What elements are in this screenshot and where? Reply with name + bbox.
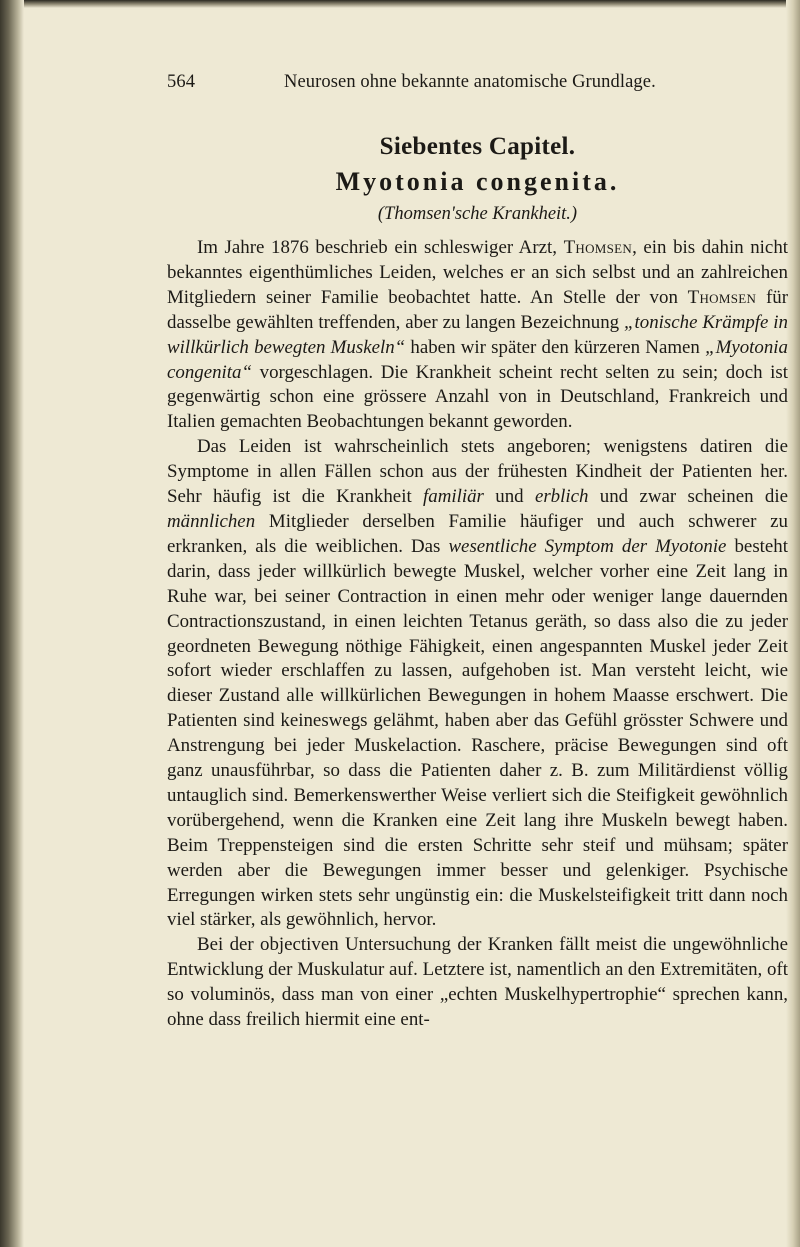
emphasis: erblich xyxy=(534,486,589,508)
author-name: Thomsen xyxy=(563,237,633,258)
disease-subtitle: (Thomsen'sche Krankheit.) xyxy=(377,204,578,224)
emphasis: familiär xyxy=(423,486,484,508)
text-run: Das Leiden ist wahrscheinlich stets angeboren; wenigstens datiren die Symptome in allen Fällen schon aus der frühesten Kindheit der Patienten her. Sehr häufig ist die Krankheit xyxy=(167,436,788,508)
scan-edge-left xyxy=(0,0,24,1247)
text-run: und zwar scheinen die xyxy=(588,486,788,508)
text-run: , ein bis dahin nicht bekanntes eigenthümliches Leiden, welches er an sich selbst und an zahlreichen Mitgliedern seiner Familie beobachtet hatte. An Stelle der von xyxy=(167,237,789,308)
page-number: 564 xyxy=(167,72,196,92)
author-name: Thomsen xyxy=(687,286,757,308)
scan-edge-right xyxy=(786,0,800,1247)
text-run: besteht darin, dass jeder willkürlich bewegte Muskel, welcher vorher eine Zeit lang in Ruhe war, bei seiner Contraction in einen mehr oder weniger lange dauernden Contractionszustand, in einen leichten Tetanus geräth, so dass also die zu jeder geordneten Bewegung nöthige Fähigkeit, einen angespannten Muskel jeder Zeit sofort wieder erschlaffen zu lassen, aufgehoben ist. Man versteht leicht, wie dieser Zustand alle willkürlichen Bewegungen in hohem Maasse erschwert. Die Patienten sind keineswegs gelähmt, haben aber das Gefühl grösster Schwere und Anstrengung bei jeder Muskelaction. Raschere, präcise Bewegungen sind oft ganz unausführbar, so dass die Patienten daher z. B. zum Militärdienst völlig untauglich sind. Bemerkenswerther Weise verliert sich die Steifigkeit gewöhnlich vorübergehend, wenn die Kranken eine Zeit lang ihre Muskeln bewegt haben. Beim Treppensteigen sind die ersten Schritte sehr steif und mühsam; später werden aber die Bewegungen immer besser und gelenkiger. Psychische Erregungen wirken stets sehr ungünstig ein: die Muskelsteifigkeit tritt dann noch viel stärker, als gewöhnlich, hervor. xyxy=(167,535,788,931)
text-run: Im Jahre 1876 beschrieb ein schleswiger Arzt, xyxy=(197,237,564,258)
running-header xyxy=(167,72,788,106)
chapter-heading: Siebentes Capitel. xyxy=(379,133,576,160)
disease-title: Myotonia congenita. xyxy=(335,167,620,196)
paragraph-1 xyxy=(167,236,788,435)
emphasis: „Myotonia congenita“ xyxy=(167,336,788,383)
text-run: haben wir später den kürzeren Namen xyxy=(405,336,706,358)
text-run: und xyxy=(483,486,535,508)
paragraph-3 xyxy=(167,933,788,1033)
emphasis: wesentliche Symptom der Myotonie xyxy=(448,535,727,557)
emphasis: männlichen xyxy=(167,510,256,532)
paragraph-2 xyxy=(167,435,788,933)
scan-edge-top xyxy=(0,0,800,8)
text-run: für dasselbe gewählten treffenden, aber zu langen Bezeichnung xyxy=(167,286,788,333)
book-page xyxy=(167,72,788,1033)
body-text xyxy=(167,236,788,1033)
text-run: vorgeschlagen. Die Krankheit scheint recht selten zu sein; doch ist gegenwärtig schon eine grössere Anzahl von in Deutschland, Frankreich und Italien gemachten Beobachtungen bekannt geworden. xyxy=(167,361,788,433)
emphasis: „tonische Krämpfe in willkürlich bewegten Muskeln“ xyxy=(167,311,789,358)
text-run: Mitglieder derselben Familie häufiger und auch schwerer zu erkranken, als die weiblichen. Das xyxy=(167,510,788,557)
running-title: Neurosen ohne bekannte anatomische Grundlage. xyxy=(284,72,656,92)
text-run: Bei der objectiven Untersuchung der Kranken fällt meist die ungewöhnliche Entwicklung der Muskulatur auf. Letztere ist, namentlich an den Extremitäten, oft so voluminös, dass man von einer „echten Muskelhypertrophie“ sprechen kann, ohne dass freilich hiermit eine ent- xyxy=(167,934,788,1031)
